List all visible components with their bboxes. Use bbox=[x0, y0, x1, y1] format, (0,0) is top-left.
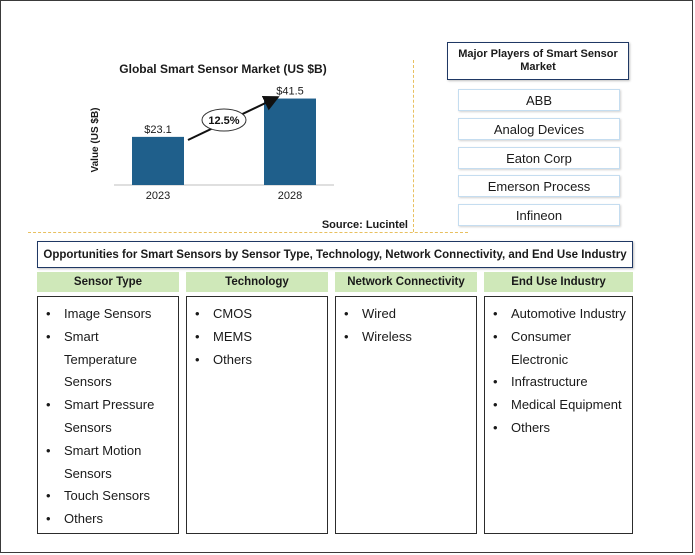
bullet-icon: • bbox=[46, 488, 51, 504]
list-item bbox=[44, 440, 174, 486]
list-item bbox=[44, 485, 174, 508]
column-list-box bbox=[37, 296, 179, 534]
column-list-box bbox=[484, 296, 633, 534]
list-item bbox=[342, 326, 472, 349]
bullet-icon: • bbox=[195, 328, 200, 344]
bar-value-label: $23.1 bbox=[144, 123, 172, 136]
bullet-icon: • bbox=[46, 328, 51, 344]
bar-2023 bbox=[132, 137, 184, 185]
bar-chart bbox=[0, 0, 420, 235]
growth-rate-label: 12.5% bbox=[208, 115, 240, 127]
source-label: Source: Lucintel bbox=[321, 219, 408, 231]
list-item-text: Others bbox=[511, 419, 551, 435]
bullet-icon: • bbox=[493, 374, 498, 390]
list-item-text: Touch Sensors bbox=[64, 488, 150, 504]
list-item bbox=[193, 349, 323, 372]
list-item-text: Others bbox=[64, 511, 104, 527]
list-item-text: Medical Equipment bbox=[511, 397, 622, 413]
opportunities-header: Opportunities for Smart Sensors by Sensor Type, Technology, Network Connectivity, and End Use Industry bbox=[37, 241, 633, 268]
x-tick-label: 2028 bbox=[277, 190, 303, 202]
bullet-icon: • bbox=[46, 306, 51, 321]
column-heading: Technology bbox=[186, 272, 328, 292]
list-item-text: Consumer Electronic bbox=[511, 328, 571, 367]
bullet-icon: • bbox=[344, 328, 349, 344]
y-axis-label: Value (US $B) bbox=[90, 107, 101, 173]
bullet-icon: • bbox=[195, 306, 200, 321]
list-item-text: MEMS bbox=[213, 328, 252, 344]
player-box: Analog Devices bbox=[458, 118, 620, 140]
list-item-text: Wired bbox=[362, 306, 396, 321]
column-list-box bbox=[335, 296, 477, 534]
list-item-text: Automotive Industry bbox=[511, 306, 626, 321]
list-item-text: Smart Temperature Sensors bbox=[64, 328, 137, 390]
list-item-text: Image Sensors bbox=[64, 306, 152, 321]
list-item bbox=[193, 326, 323, 349]
chart-title: Global Smart Sensor Market (US $B) bbox=[119, 62, 327, 76]
bullet-icon: • bbox=[493, 419, 498, 435]
bullet-icon: • bbox=[493, 328, 498, 344]
horizontal-divider bbox=[28, 232, 468, 233]
player-box: Infineon bbox=[458, 204, 620, 226]
list-item bbox=[44, 394, 174, 440]
players-header: Major Players of Smart Sensor Market bbox=[447, 42, 629, 80]
list-item bbox=[44, 326, 174, 394]
list-item bbox=[491, 326, 628, 372]
list-item-text: Smart Motion Sensors bbox=[64, 442, 142, 481]
column-heading: End Use Industry bbox=[484, 272, 633, 292]
column-list-box bbox=[186, 296, 328, 534]
player-box: Emerson Process bbox=[458, 175, 620, 197]
list-item bbox=[44, 303, 174, 326]
bar-value-label: $41.5 bbox=[276, 85, 304, 98]
player-box: ABB bbox=[458, 89, 620, 111]
bullet-icon: • bbox=[46, 397, 51, 413]
bullet-icon: • bbox=[493, 397, 498, 413]
list-item-text: Smart Pressure Sensors bbox=[64, 397, 155, 435]
list-item bbox=[193, 303, 323, 326]
list-item bbox=[342, 303, 472, 326]
bullet-icon: • bbox=[195, 351, 200, 367]
bullet-icon: • bbox=[46, 511, 51, 527]
list-item-text: Infrastructure bbox=[511, 374, 588, 390]
list-item bbox=[491, 417, 628, 440]
x-tick-label: 2023 bbox=[145, 190, 171, 202]
list-item bbox=[491, 303, 628, 326]
vertical-divider bbox=[413, 60, 414, 232]
player-box: Eaton Corp bbox=[458, 147, 620, 169]
bullet-icon: • bbox=[46, 442, 51, 458]
bullet-icon: • bbox=[493, 306, 498, 321]
bullet-icon: • bbox=[344, 306, 349, 321]
list-item bbox=[491, 371, 628, 394]
list-item bbox=[491, 394, 628, 417]
bar-2028 bbox=[264, 99, 316, 185]
list-item-text: CMOS bbox=[213, 306, 252, 321]
list-item bbox=[44, 508, 174, 531]
column-heading: Sensor Type bbox=[37, 272, 179, 292]
column-heading: Network Connectivity bbox=[335, 272, 477, 292]
list-item-text: Others bbox=[213, 351, 253, 367]
list-item-text: Wireless bbox=[362, 328, 412, 344]
